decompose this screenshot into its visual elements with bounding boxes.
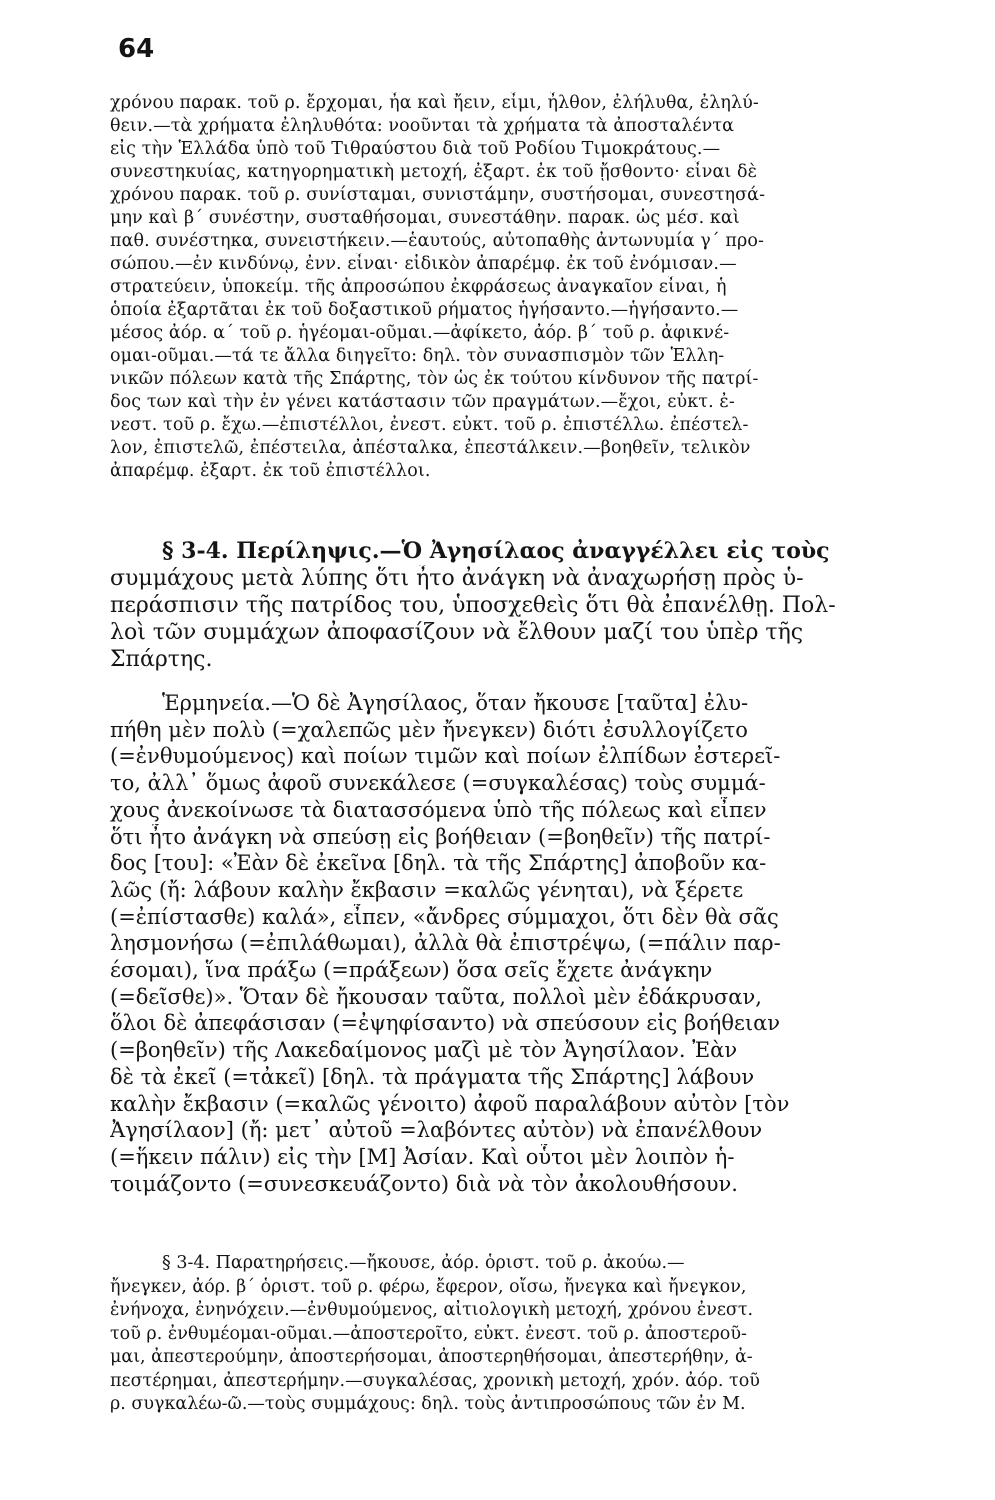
notes-line: δος των καὶ τὴν ἐν γένει κατάστασιν τῶν πραγμάτων.—ἔχοι, εὐκτ. ἐ- <box>110 392 735 412</box>
notes-line: εἰς τὴν Ἑλλάδα ὑπὸ τοῦ Τιθραύστου διὰ τοῦ Ροδίου Τιμοκράτους.— <box>110 139 721 159</box>
interpretation-line: πήθη μὲν πολὺ (=χαλεπῶς μὲν ἤνεγκεν) διότι ἐσυλλογίζετο <box>110 717 748 742</box>
summary-heading-line: § 3-4. Περίληψις.—Ὁ Ἀγησίλαος ἀναγγέλλει εἰς τοὺς <box>162 538 830 564</box>
notes-line: μην καὶ β΄ συνέστην, συσταθήσομαι, συνεστάθην. παρακ. ὡς μέσ. καὶ <box>110 208 740 228</box>
remarks-line: ἤνεγκεν, ἀόρ. β΄ ὁριστ. τοῦ ρ. φέρω, ἔφερον, οἴσω, ἤνεγκα καὶ ἤνεγκον, <box>110 1276 747 1297</box>
remarks-line: ρ. συγκαλέω-ῶ.—τοὺς συμμάχους: δηλ. τοὺς ἀντιπροσώπους τῶν ἐν Μ. <box>110 1394 746 1414</box>
interpretation-line: καλὴν ἔκβασιν (=καλῶς γένοιτο) ἀφοῦ παραλάβουν αὐτὸν [τὸν <box>110 1091 790 1116</box>
summary-line: Σπάρτης. <box>110 647 213 672</box>
remarks-line: ἐνήνοχα, ἐνηνόχειν.—ἐνθυμούμενος, αἰτιολογικὴ μετοχή, χρόνου ἐνεστ. <box>110 1300 754 1320</box>
interpretation-line: (=ἐπίστασθε) καλά», εἶπεν, «ἄνδρες σύμμαχοι, ὅτι δὲν θὰ σᾶς <box>110 904 779 929</box>
interpretation-line: ὅλοι δὲ ἀπεφάσισαν (=ἐψηφίσαντο) νὰ σπεύσουν εἰς βοήθειαν <box>110 1011 781 1036</box>
interpretation-line: το, ἀλλ᾽ ὅμως ἀφοῦ συνεκάλεσε (=συγκαλέσας) τοὺς συμμά- <box>110 771 766 796</box>
remarks-line: πεστέρημαι, ἀπεστερήμην.—συγκαλέσας, χρονικὴ μετοχή, χρόν. ἀόρ. τοῦ <box>110 1370 760 1391</box>
interpretation-heading-line: Ἑρμηνεία.—Ὁ δὲ Ἀγησίλαος, ὅταν ἤκουσε [ταῦτα] ἐλυ- <box>162 691 749 715</box>
notes-line: χρόνου παρακ. τοῦ ρ. συνίσταμαι, συνιστάμην, συστήσομαι, συνεστησά- <box>110 185 766 205</box>
notes-line: μέσος ἀόρ. α΄ τοῦ ρ. ἡγέομαι-οῦμαι.—ἀφίκετο, ἀόρ. β΄ τοῦ ρ. ἀφικνέ- <box>110 323 730 343</box>
interpretation-line: δὲ τὰ ἐκεῖ (=τἀκεῖ) [δηλ. τὰ πράγματα τῆς Σπάρτης] λάβουν <box>110 1064 755 1089</box>
remarks-heading-line: § 3-4. Παρατηρήσεις.—ἤκουσε, ἀόρ. ὁριστ. τοῦ ρ. ἀκούω.— <box>162 1253 685 1273</box>
vocabulary-notes <box>110 92 943 483</box>
page-number: 64 <box>118 34 155 64</box>
interpretation-line: λῶς (ἤ: λάβουν καλὴν ἔκβασιν =καλῶς γένηται), νὰ ξέρετε <box>110 877 744 902</box>
notes-line: συνεστηκυίας, κατηγορηματικὴ μετοχή, ἐξαρτ. ἐκ τοῦ ᾔσθοντο· εἶναι δὲ <box>110 162 758 182</box>
interpretation-line: χους ἀνεκοίνωσε τὰ διατασσόμενα ὑπὸ τῆς πόλεως καὶ εἶπεν <box>110 797 767 822</box>
notes-line: νεστ. τοῦ ρ. ἔχω.—ἐπιστέλλοι, ἐνεστ. εὐκτ. τοῦ ρ. ἐπιστέλλω. ἐπέστελ- <box>110 415 749 435</box>
remarks-line: μαι, ἀπεστερούμην, ἀποστερήσομαι, ἀποστερηθήσομαι, ἀπεστερήθην, ἀ- <box>110 1347 753 1367</box>
notes-line: ὁποία ἐξαρτᾶται ἐκ τοῦ δοξαστικοῦ ρήματος ἡγήσαντο.—ἡγήσαντο.— <box>110 300 739 320</box>
notes-line: στρατεύειν, ὑποκείμ. τῆς ἀπροσώπου ἐκφράσεως ἀναγκαῖον εἶναι, ἡ <box>110 277 727 297</box>
interpretation-line: ὅτι ἦτο ἀνάγκη νὰ σπεύσῃ εἰς βοήθειαν (=βοηθεῖν) τῆς πατρί- <box>110 824 771 849</box>
remarks-section <box>110 1252 943 1417</box>
notes-line: χρόνου παρακ. τοῦ ρ. ἔρχομαι, ἦα καὶ ἤειν, εἶμι, ἦλθον, ἐλήλυθα, ἐληλύ- <box>110 93 759 113</box>
summary-line: περάσπισιν τῆς πατρίδος του, ὑποσχεθεὶς ὅτι θὰ ἐπανέλθῃ. Πολ- <box>110 593 836 618</box>
interpretation-line: (=βοηθεῖν) τῆς Λακεδαίμονος μαζὶ μὲ τὸν Ἀγησίλαον. Ἐὰν <box>110 1038 738 1063</box>
notes-line: ἀπαρέμφ. ἐξαρτ. ἐκ τοῦ ἐπιστέλλοι. <box>110 461 431 481</box>
interpretation-line: λησμονήσω (=ἐπιλάθωμαι), ἀλλὰ θὰ ἐπιστρέψω, (=πάλιν παρ- <box>110 931 781 956</box>
interpretation-line: (=ἐνθυμούμενος) καὶ ποίων τιμῶν καὶ ποίων ἐλπίδων ἐστερεῖ- <box>110 744 781 769</box>
notes-line: σώπου.—ἐν κινδύνῳ, ἐνν. εἶναι· εἰδικὸν ἀπαρέμφ. ἐκ τοῦ ἐνόμισαν.— <box>110 254 737 274</box>
notes-line: νικῶν πόλεων κατὰ τῆς Σπάρτης, τὸν ὡς ἐκ τούτου κίνδυνον τῆς πατρί- <box>110 369 759 389</box>
interpretation-line: (=ἥκειν πάλιν) εἰς τὴν [Μ] Ἀσίαν. Καὶ οὗτοι μὲν λοιπὸν ἡ- <box>110 1144 735 1169</box>
remarks-line: τοῦ ρ. ἐνθυμέομαι-οῦμαι.—ἀποστεροῖτο, εὐκτ. ἐνεστ. τοῦ ρ. ἀποστεροῦ- <box>110 1323 747 1344</box>
notes-line: λον, ἐπιστελῶ, ἐπέστειλα, ἀπέσταλκα, ἐπεστάλκειν.—βοηθεῖν, τελικὸν <box>110 438 751 458</box>
notes-line: παθ. συνέστηκα, συνειστήκειν.—ἑαυτούς, αὐτοπαθὴς ἀντωνυμία γ΄ προ- <box>110 231 765 251</box>
summary-section <box>110 538 943 673</box>
interpretation-line: τοιμάζοντο (=συνεσκευάζοντο) διὰ νὰ τὸν ἀκολουθήσουν. <box>110 1171 738 1196</box>
interpretation-section <box>110 690 943 1197</box>
interpretation-line: (=δεῖσθε)». Ὅταν δὲ ἤκουσαν ταῦτα, πολλοὶ μὲν ἐδάκρυσαν, <box>110 984 762 1009</box>
summary-line: λοὶ τῶν συμμάχων ἀποφασίζουν νὰ ἔλθουν μαζί του ὑπὲρ τῆς <box>110 620 804 645</box>
interpretation-line: δος [του]: «Ἐὰν δὲ ἐκεῖνα [δηλ. τὰ τῆς Σπάρτης] ἀποβοῦν κα- <box>110 851 767 876</box>
summary-line: συμμάχους μετὰ λύπης ὅτι ἦτο ἀνάγκη νὰ ἀναχωρήσῃ πρὸς ὑ- <box>110 566 804 591</box>
interpretation-line: Ἀγησίλαον] (ἤ: μετ᾽ αὐτοῦ =λαβόντες αὐτὸν) νὰ ἐπανέλθουν <box>110 1118 763 1143</box>
notes-line: θειν.—τὰ χρήματα ἐληλυθότα: νοοῦνται τὰ χρήματα τὰ ἀποσταλέντα <box>110 116 735 136</box>
interpretation-line: έσομαι), ἵνα πράξω (=πράξεων) ὅσα σεῖς ἔχετε ἀνάγκην <box>110 958 713 983</box>
notes-line: ομαι-οῦμαι.—τά τε ἄλλα διηγεῖτο: δηλ. τὸν συνασπισμὸν τῶν Ἑλλη- <box>110 346 725 366</box>
